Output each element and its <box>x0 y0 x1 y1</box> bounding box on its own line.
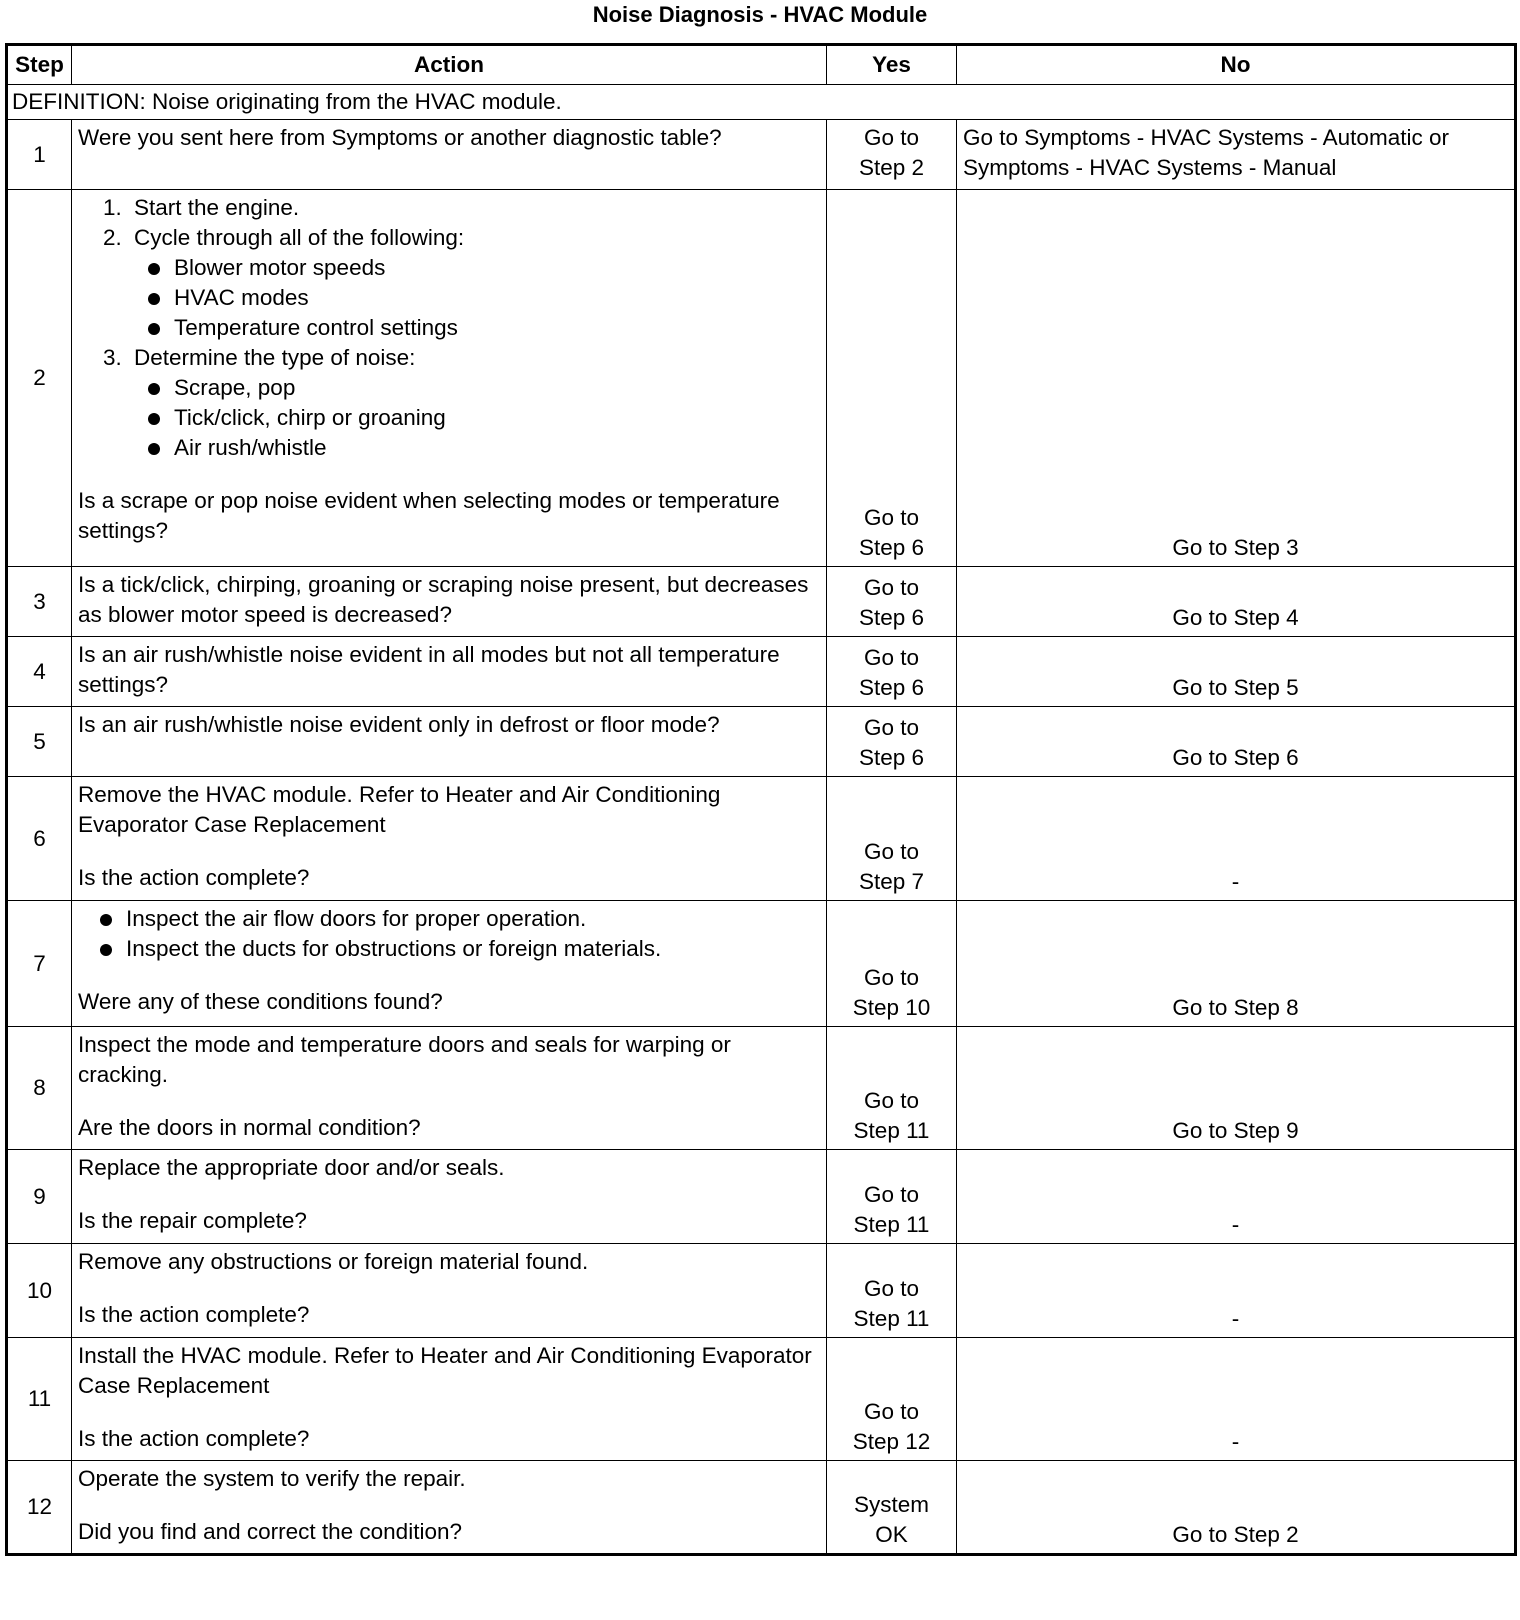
action-question: Did you find and correct the condition? <box>78 1519 462 1544</box>
action-question: Were any of these conditions found? <box>78 989 443 1014</box>
table-row <box>7 1338 1516 1461</box>
list-item <box>128 223 820 253</box>
yes-cell <box>827 1461 957 1555</box>
action-question: Is an air rush/whistle noise evident in all modes but not all temperature settings? <box>78 642 780 697</box>
step-number: 4 <box>7 637 72 707</box>
yes-result: Go to Step 12 <box>852 1399 931 1454</box>
procedure-list <box>78 343 820 373</box>
header-no: No <box>957 45 1516 85</box>
definition-row <box>7 85 1516 120</box>
action-cell <box>72 1027 827 1150</box>
action-question: Are the doors in normal condition? <box>78 1115 421 1140</box>
yes-cell <box>827 120 957 190</box>
list-item <box>128 343 820 373</box>
yes-result: Go to Step 11 <box>853 1276 930 1331</box>
yes-cell <box>827 190 957 567</box>
action-cell <box>72 567 827 637</box>
action-cell <box>72 637 827 707</box>
action-question: Is a tick/click, chirping, groaning or scraping noise present, but decreases as blower motor speed is decreased? <box>78 572 809 627</box>
yes-result: Go to Step 10 <box>852 965 931 1020</box>
yes-cell <box>827 1150 957 1244</box>
no-result: Go to Step 4 <box>1172 605 1299 630</box>
yes-result: Go to Step 6 <box>858 645 925 700</box>
action-cell <box>72 190 827 567</box>
action-cell <box>72 901 827 1027</box>
step-number: 2 <box>7 190 72 567</box>
header-action: Action <box>72 45 827 85</box>
action-cell <box>72 120 827 190</box>
procedure-step-text: Start the engine. <box>134 195 300 220</box>
no-cell <box>957 637 1516 707</box>
yes-result: Go to Step 11 <box>853 1182 930 1237</box>
list-item: Air rush/whistle <box>148 433 820 463</box>
no-result: Go to Step 5 <box>1172 675 1299 700</box>
list-item: Blower motor speeds <box>148 253 820 283</box>
yes-result: Go to Step 6 <box>858 715 925 770</box>
action-text: Replace the appropriate door and/or seals. <box>78 1155 505 1180</box>
action-question: Is the action complete? <box>78 1302 310 1327</box>
action-question: Is an air rush/whistle noise evident only in defrost or floor mode? <box>78 712 720 737</box>
no-cell <box>957 1027 1516 1150</box>
list-item: Scrape, pop <box>148 373 820 403</box>
list-item: HVAC modes <box>148 283 820 313</box>
action-question: Were you sent here from Symptoms or another diagnostic table? <box>78 125 722 150</box>
step-number: 5 <box>7 707 72 777</box>
list-item: Inspect the ducts for obstructions or foreign materials. <box>100 934 820 964</box>
yes-cell <box>827 777 957 901</box>
list-item <box>128 193 820 223</box>
no-result: Go to Step 6 <box>1172 745 1299 770</box>
no-cell <box>957 1461 1516 1555</box>
table-row <box>7 901 1516 1027</box>
no-result: Go to Step 8 <box>1172 995 1299 1020</box>
action-text: Operate the system to verify the repair. <box>78 1466 466 1491</box>
yes-result: Go to Step 2 <box>858 125 925 180</box>
list-item: Tick/click, chirp or groaning <box>148 403 820 433</box>
table-row <box>7 190 1516 567</box>
action-text: Inspect the mode and temperature doors and seals for warping or cracking. <box>78 1032 731 1087</box>
step-number: 3 <box>7 567 72 637</box>
no-cell <box>957 567 1516 637</box>
table-row <box>7 637 1516 707</box>
action-cell <box>72 1244 827 1338</box>
action-question: Is the repair complete? <box>78 1208 307 1233</box>
action-question: Is the action complete? <box>78 865 310 890</box>
table-row <box>7 1461 1516 1555</box>
list-item: Temperature control settings <box>148 313 820 343</box>
no-cell <box>957 1150 1516 1244</box>
procedure-step-text: Determine the type of noise: <box>134 345 416 370</box>
action-cell <box>72 777 827 901</box>
header-step: Step <box>7 45 72 85</box>
action-text: Remove the HVAC module. Refer to Heater and Air Conditioning Evaporator Case Replacement <box>78 782 721 837</box>
step-number: 12 <box>7 1461 72 1555</box>
yes-result: Go to Step 6 <box>858 505 925 560</box>
action-question: Is a scrape or pop noise evident when selecting modes or temperature settings? <box>78 488 780 543</box>
action-cell <box>72 1150 827 1244</box>
header-yes: Yes <box>827 45 957 85</box>
no-result: - <box>1231 869 1240 894</box>
no-result: - <box>1231 1212 1240 1237</box>
list-item: Inspect the air flow doors for proper operation. <box>100 904 820 934</box>
no-cell <box>957 901 1516 1027</box>
no-cell <box>957 1244 1516 1338</box>
procedure-list <box>78 193 820 253</box>
no-result: Go to Step 3 <box>1172 535 1299 560</box>
diagnostic-table <box>5 43 1517 1556</box>
step-number: 8 <box>7 1027 72 1150</box>
no-cell <box>957 707 1516 777</box>
no-result: Go to Symptoms - HVAC Systems - Automatic or Symptoms - HVAC Systems - Manual <box>963 125 1449 180</box>
table-row <box>7 1244 1516 1338</box>
action-question: Is the action complete? <box>78 1426 310 1451</box>
yes-cell <box>827 637 957 707</box>
no-cell <box>957 1338 1516 1461</box>
yes-result: System OK <box>853 1492 929 1547</box>
table-row <box>7 1150 1516 1244</box>
definition-text: DEFINITION: Noise originating from the HVAC module. <box>7 85 1516 120</box>
step-number: 6 <box>7 777 72 901</box>
yes-cell <box>827 707 957 777</box>
header-row <box>7 45 1516 85</box>
yes-cell <box>827 1244 957 1338</box>
yes-cell <box>827 567 957 637</box>
yes-result: Go to Step 11 <box>853 1088 930 1143</box>
table-row <box>7 567 1516 637</box>
yes-cell <box>827 1027 957 1150</box>
page-title: Noise Diagnosis - HVAC Module <box>592 2 928 27</box>
bullet-list <box>78 373 820 463</box>
no-result: - <box>1231 1306 1240 1331</box>
table-row <box>7 1027 1516 1150</box>
yes-result: Go to Step 7 <box>858 839 925 894</box>
table-row <box>7 777 1516 901</box>
no-cell <box>957 777 1516 901</box>
action-text: Install the HVAC module. Refer to Heater and Air Conditioning Evaporator Case Replacement <box>78 1343 812 1398</box>
action-cell <box>72 1461 827 1555</box>
no-result: - <box>1231 1429 1240 1454</box>
action-cell <box>72 1338 827 1461</box>
procedure-step-text: Cycle through all of the following: <box>134 225 465 250</box>
step-number: 9 <box>7 1150 72 1244</box>
step-number: 1 <box>7 120 72 190</box>
yes-cell <box>827 1338 957 1461</box>
bullet-list <box>78 253 820 343</box>
action-cell <box>72 707 827 777</box>
step-number: 7 <box>7 901 72 1027</box>
no-result: Go to Step 9 <box>1172 1118 1299 1143</box>
bullet-list <box>78 904 820 964</box>
no-result: Go to Step 2 <box>1172 1522 1299 1547</box>
no-cell <box>957 190 1516 567</box>
no-cell <box>957 120 1516 190</box>
yes-cell <box>827 901 957 1027</box>
table-row <box>7 120 1516 190</box>
step-number: 10 <box>7 1244 72 1338</box>
step-number: 11 <box>7 1338 72 1461</box>
action-text: Remove any obstructions or foreign material found. <box>78 1249 589 1274</box>
table-row <box>7 707 1516 777</box>
yes-result: Go to Step 6 <box>858 575 925 630</box>
